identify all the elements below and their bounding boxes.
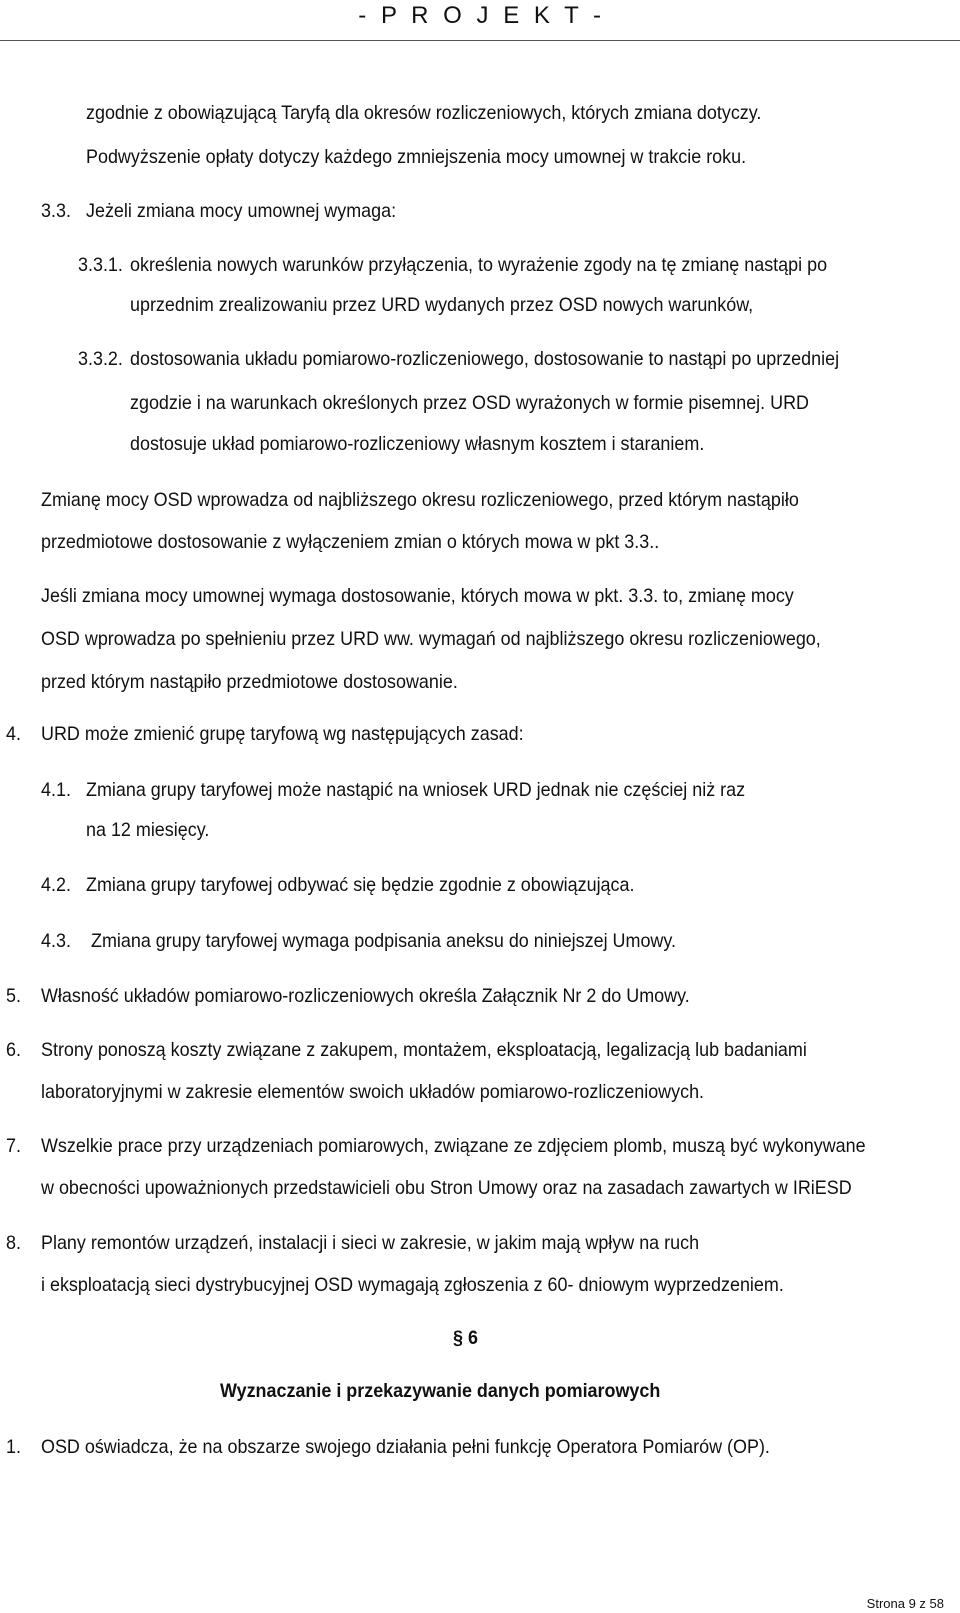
header-divider [0,40,960,41]
paragraph-line: przedmiotowe dostosowanie z wyłączeniem zmian o których mowa w pkt 3.3.. [41,531,660,553]
item-number: 4.1. [41,779,71,801]
paragraph-line: zgodzie i na warunkach określonych przez OSD wyrażonych w formie pisemnej. URD [130,392,810,414]
section-number: § 6 [453,1327,478,1349]
paragraph-line: zgodnie z obowiązującą Taryfą dla okresów rozliczeniowych, których zmiana dotyczy. [86,102,762,124]
paragraph-line: URD może zmienić grupę taryfową wg następujących zasad: [41,723,524,745]
item-number: 4. [6,723,21,745]
paragraph-line: OSD oświadcza, że na obszarze swojego działania pełni funkcję Operatora Pomiarów (OP). [41,1436,770,1458]
paragraph-line: dostosuje układ pomiarowo-rozliczeniowy własnym kosztem i staraniem. [130,433,705,455]
paragraph-line: uprzednim zrealizowaniu przez URD wydanych przez OSD nowych warunków, [130,294,754,316]
paragraph-line: Jeśli zmiana mocy umownej wymaga dostosowanie, których mowa w pkt. 3.3. to, zmianę mocy [41,585,794,607]
paragraph-line: laboratoryjnymi w zakresie elementów swoich układów pomiarowo-rozliczeniowych. [41,1081,705,1103]
paragraph-line: OSD wprowadza po spełnieniu przez URD ww. wymagań od najbliższego okresu rozliczeniowego, [41,628,821,650]
page-header: - P R O J E K T - [358,2,605,29]
item-number: 3.3.1. [78,254,123,276]
paragraph-line: Podwyższenie opłaty dotyczy każdego zmniejszenia mocy umownej w trakcie roku. [86,146,747,168]
item-number: 4.2. [41,874,71,896]
item-number: 1. [6,1436,21,1458]
paragraph-line: dostosowania układu pomiarowo-rozliczeniowego, dostosowanie to nastąpi po uprzedniej [130,348,840,370]
paragraph-line: przed którym nastąpiło przedmiotowe dostosowanie. [41,671,458,693]
paragraph-line: Wszelkie prace przy urządzeniach pomiarowych, związane ze zdjęciem plomb, muszą być wykonywane [41,1135,866,1157]
item-number: 7. [6,1135,21,1157]
paragraph-line: Zmiana grupy taryfowej wymaga podpisania aneksu do niniejszej Umowy. [91,930,677,952]
paragraph-line: na 12 miesięcy. [86,819,210,841]
paragraph-line: Plany remontów urządzeń, instalacji i sieci w zakresie, w jakim mają wpływ na ruch [41,1232,700,1254]
item-number: 5. [6,985,21,1007]
item-number: 4.3. [41,930,71,952]
paragraph-line: Własność układów pomiarowo-rozliczeniowych określa Załącznik Nr 2 do Umowy. [41,985,690,1007]
paragraph-line: i eksploatacją sieci dystrybucyjnej OSD wymagają zgłoszenia z 60- dniowym wyprzedzeniem. [41,1274,784,1296]
paragraph-line: Zmiana grupy taryfowej odbywać się będzie zgodnie z obowiązująca. [86,874,635,896]
item-number: 3.3.2. [78,348,123,370]
item-number: 3.3. [41,200,71,222]
paragraph-line: Strony ponoszą koszty związane z zakupem, montażem, eksploatacją, legalizacją lub badaniami [41,1039,807,1061]
paragraph-line: Zmianę mocy OSD wprowadza od najbliższego okresu rozliczeniowego, przed którym nastąpiło [41,489,799,511]
paragraph-line: Jeżeli zmiana mocy umownej wymaga: [86,200,397,222]
paragraph-line: Zmiana grupy taryfowej może nastąpić na wniosek URD jednak nie częściej niż raz [86,779,746,801]
item-number: 6. [6,1039,21,1061]
paragraph-line: w obecności upoważnionych przedstawicieli obu Stron Umowy oraz na zasadach zawartych w IRiESD [41,1177,852,1199]
paragraph-line: określenia nowych warunków przyłączenia, to wyrażenie zgody na tę zmianę nastąpi po [130,254,828,276]
page-number: Strona 9 z 58 [866,1596,944,1611]
item-number: 8. [6,1232,21,1254]
section-title: Wyznaczanie i przekazywanie danych pomiarowych [220,1380,661,1402]
